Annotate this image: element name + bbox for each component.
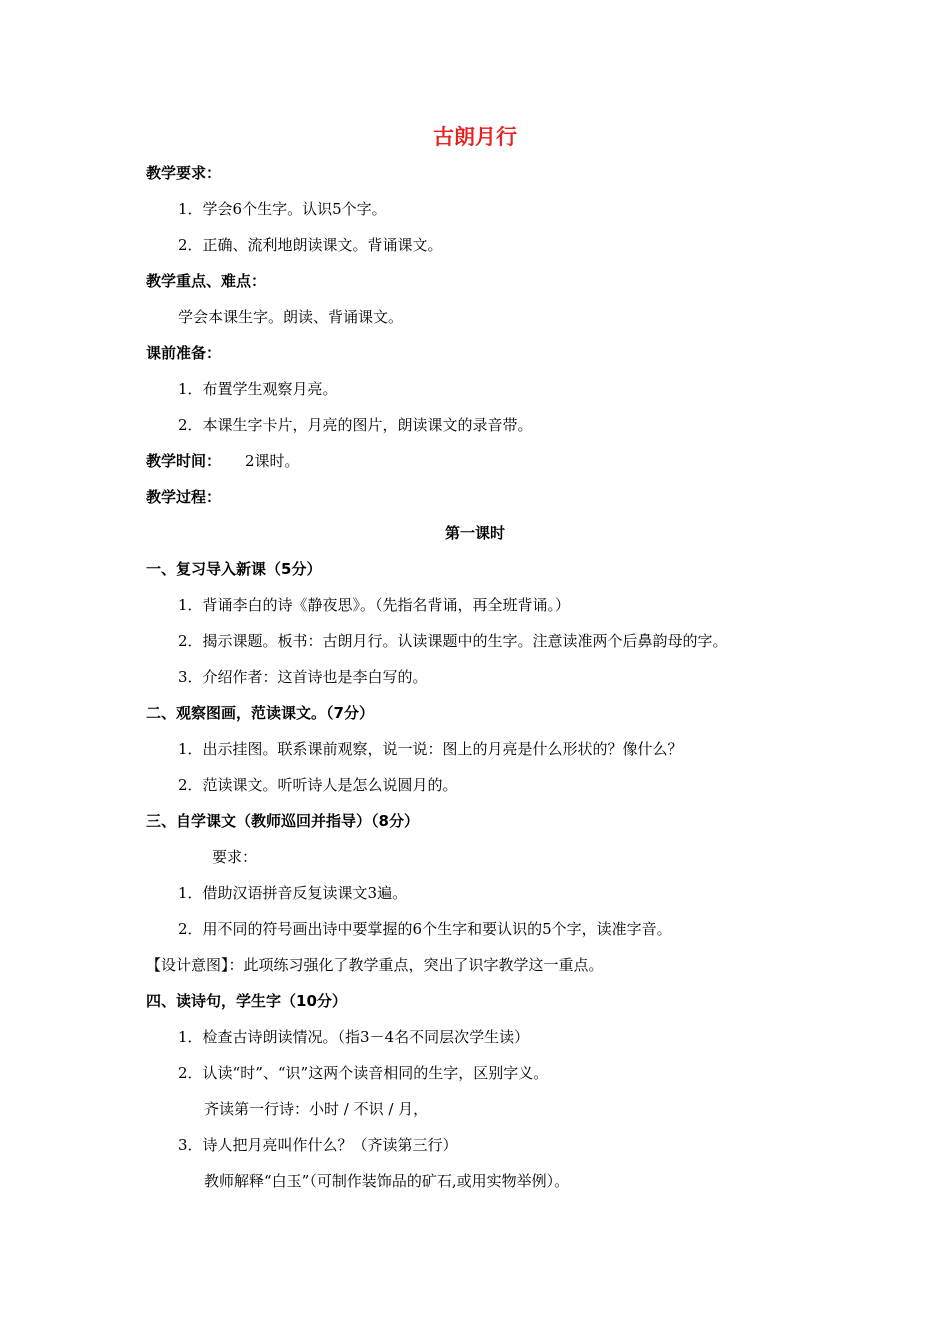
requirements-item-2: 2．正确、流利地朗读课文。背诵课文。 bbox=[178, 236, 443, 254]
time-row bbox=[146, 450, 300, 472]
section-3-heading: 三、自学课文（教师巡回并指导）（8分） bbox=[146, 812, 419, 830]
section-1-heading: 一、复习导入新课（5分） bbox=[146, 560, 322, 578]
lesson-title: 第一课时 bbox=[444, 524, 505, 542]
section-4-item-1: 1．检查古诗朗读情况。（指3－4名不同层次学生读） bbox=[178, 1028, 530, 1046]
requirements-heading: 教学要求： bbox=[146, 164, 222, 182]
section-1-item-3: 3．介绍作者：这首诗也是李白写的。 bbox=[178, 668, 428, 686]
section-4-heading: 四、读诗句，学生字（10分） bbox=[146, 992, 347, 1010]
section-2-heading: 二、观察图画，范读课文。（7分） bbox=[146, 704, 374, 722]
section-4-item-3-sub: 教师解释“白玉”（可制作装饰品的矿石,或用实物举例）。 bbox=[204, 1172, 570, 1190]
section-3-item-2: 2．用不同的符号画出诗中要掌握的6个生字和要认识的5个字，读准字音。 bbox=[178, 920, 672, 938]
key-points-text: 学会本课生字。朗读、背诵课文。 bbox=[178, 308, 404, 326]
preparation-heading: 课前准备： bbox=[146, 344, 222, 362]
preparation-item-2: 2．本课生字卡片，月亮的图片，朗读课文的录音带。 bbox=[178, 416, 533, 434]
time-heading: 教学时间： bbox=[146, 452, 222, 470]
time-value: 2课时。 bbox=[245, 452, 300, 470]
section-3-intro: 要求： bbox=[212, 848, 258, 866]
process-heading: 教学过程： bbox=[146, 488, 222, 506]
design-note: 【设计意图】：此项练习强化了教学重点，突出了识字教学这一重点。 bbox=[146, 956, 604, 974]
section-4-item-3: 3．诗人把月亮叫作什么？（齐读第三行） bbox=[178, 1136, 458, 1154]
preparation-item-1: 1．布置学生观察月亮。 bbox=[178, 380, 338, 398]
section-1-item-1: 1．背诵李白的诗《静夜思》。（先指名背诵，再全班背诵。） bbox=[178, 596, 571, 614]
requirements-item-1: 1．学会6个生字。认识5个字。 bbox=[178, 200, 387, 218]
section-3-item-1: 1．借助汉语拼音反复读课文3遍。 bbox=[178, 884, 408, 902]
section-2-item-2: 2．范读课文。听听诗人是怎么说圆月的。 bbox=[178, 776, 458, 794]
section-2-item-1: 1．出示挂图。联系课前观察，说一说：图上的月亮是什么形状的？像什么？ bbox=[178, 740, 683, 758]
section-4-item-2: 2．认读“时”、“识”这两个读音相同的生字，区别字义。 bbox=[178, 1064, 549, 1082]
section-1-item-2: 2．揭示课题。板书：古朗月行。认读课题中的生字。注意读准两个后鼻韵母的字。 bbox=[178, 632, 728, 650]
document-title: 古朗月行 bbox=[433, 125, 517, 149]
section-4-item-2-sub: 齐读第一行诗：小时 / 不识 / 月， bbox=[204, 1100, 429, 1118]
key-points-heading: 教学重点、难点： bbox=[146, 272, 267, 290]
